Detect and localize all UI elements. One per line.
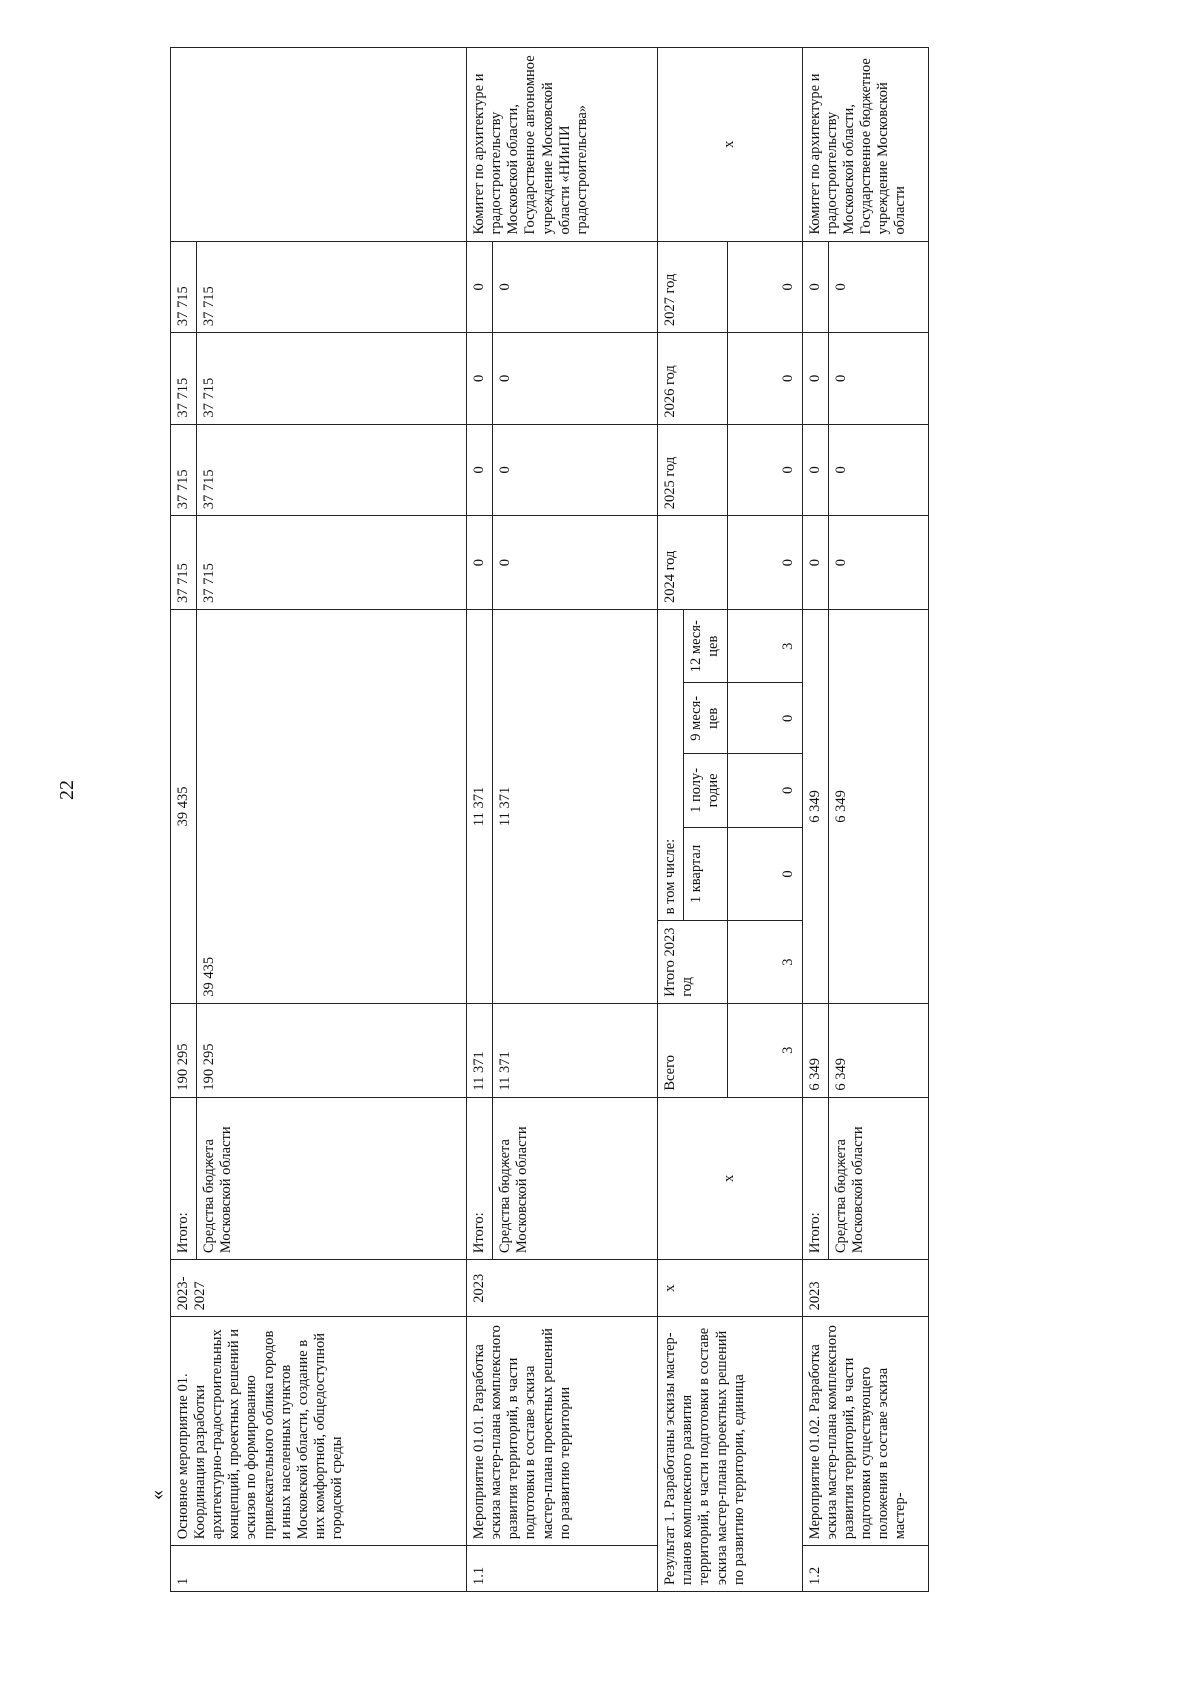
row-1-1-total	[467, 48, 493, 1592]
value-2024: 0	[802, 516, 828, 610]
funding-source-label: Средства бюджета Московской области	[828, 1097, 928, 1260]
source-2025: 0	[493, 424, 658, 516]
page-number: 22	[56, 780, 78, 800]
source-2024: 0	[828, 516, 928, 610]
value-2027: 0	[802, 241, 828, 333]
responsible-executor: Комитет по архитектуре и градостроительству Московской области, Государственное автономное учреждение Московской области «НИиПИ градостроительства»	[467, 48, 658, 242]
result-1-header	[658, 48, 684, 1592]
header-total: Всего	[658, 1003, 727, 1097]
source-value: 11 371	[493, 1003, 658, 1097]
funding-source-label: Средства бюджета Московской области	[197, 1097, 467, 1260]
header-2026: 2026 год	[658, 333, 727, 425]
result-title: Результат 1. Разработаны эскизы мастер-планов комплексного развития территорий, в части подготовки в составе эскиза мастер-плана проектных решений по развитию территории, единица	[658, 1317, 802, 1592]
source-value: 190 295	[197, 1003, 467, 1097]
value-2023: 6 349	[802, 610, 828, 1004]
value-q1: 0	[727, 827, 802, 921]
total-value: 190 295	[171, 1003, 197, 1097]
result-source: х	[658, 1097, 802, 1260]
source-2024: 0	[493, 516, 658, 610]
value-2024: 37 715	[171, 516, 197, 610]
value-total: 3	[727, 1003, 802, 1097]
value-2026: 0	[802, 333, 828, 425]
activity-title: Мероприятие 01.02. Разработка эскиза мастер-плана комплексного развития территорий, в части подготовки существующего положения в составе эскиза мастер-	[802, 1317, 928, 1546]
source-2027: 0	[493, 241, 658, 333]
value-2027: 37 715	[171, 241, 197, 333]
responsible-executor: Комитет по архитектуре и градостроительству Московской области, Государственное бюджетное учреждение Московской области	[802, 48, 928, 242]
source-2024: 37 715	[197, 516, 467, 610]
value-itogo: 3	[727, 921, 802, 1003]
header-2025: 2025 год	[658, 424, 727, 516]
program-activities-table	[170, 47, 1128, 1592]
header-itogo-2023: Итого 2023 год	[658, 921, 727, 1003]
source-2025: 37 715	[197, 424, 467, 516]
value-2025: 0	[727, 424, 802, 516]
activity-years: 2023	[802, 1260, 928, 1317]
source-2023: 39 435	[197, 610, 467, 1004]
opening-quote-mark: «	[146, 1490, 168, 1500]
funding-source-label: Средства бюджета Московской области	[493, 1097, 658, 1260]
activities-grid	[170, 47, 929, 1592]
header-m9: 9 меся-цев	[684, 683, 727, 754]
total-value: 6 349	[802, 1003, 828, 1097]
value-m12: 3	[727, 610, 802, 683]
row-1-2-total	[802, 48, 828, 1592]
value-2026: 0	[727, 333, 802, 425]
result-years: х	[658, 1260, 802, 1317]
row-number: 1.1	[467, 1546, 658, 1592]
responsible-empty	[171, 48, 467, 242]
activity-years: 2023-2027	[171, 1260, 467, 1317]
source-2026: 0	[493, 333, 658, 425]
value-2024: 0	[727, 516, 802, 610]
source-2027: 37 715	[197, 241, 467, 333]
value-2023: 11 371	[467, 610, 493, 1004]
activity-title: Мероприятие 01.01. Разработка эскиза мастер-плана комплексного развития территорий, в части подготовки в составе эскиза мастер-плана проектных решений по развитию территории	[467, 1317, 658, 1546]
source-2023: 6 349	[828, 610, 928, 1004]
source-2026: 0	[828, 333, 928, 425]
value-2025: 0	[802, 424, 828, 516]
row-number: 1.2	[802, 1546, 928, 1592]
header-m12: 12 меся-цев	[684, 610, 727, 683]
source-value: 6 349	[828, 1003, 928, 1097]
activity-title: Основное мероприятие 01. Координация разработки архитектурно-градостроительных концепций, проектных решений и эскизов по формированию привлекательного облика городов и иных населенных пунктов Московской области, создание в них комфортной, общедоступной городской среды	[171, 1317, 467, 1546]
row-number: 1	[171, 1546, 467, 1592]
total-value: 11 371	[467, 1003, 493, 1097]
source-2025: 0	[828, 424, 928, 516]
header-q1: 1 квартал	[684, 827, 727, 921]
source-2023: 11 371	[493, 610, 658, 1004]
value-2025: 0	[467, 424, 493, 516]
header-including: в том числе:	[658, 610, 684, 921]
header-2027: 2027 год	[658, 241, 727, 333]
value-2025: 37 715	[171, 424, 197, 516]
header-h1: 1 полу-годие	[684, 754, 727, 827]
total-label: Итого:	[467, 1097, 493, 1260]
value-m9: 0	[727, 683, 802, 754]
value-2024: 0	[467, 516, 493, 610]
value-2027: 0	[467, 241, 493, 333]
value-2026: 37 715	[171, 333, 197, 425]
header-2024: 2024 год	[658, 516, 727, 610]
row-1-total	[171, 48, 197, 1592]
value-2027: 0	[727, 241, 802, 333]
source-2026: 37 715	[197, 333, 467, 425]
result-responsible: х	[658, 48, 802, 242]
activity-years: 2023	[467, 1260, 658, 1317]
value-2023: 39 435	[171, 610, 197, 1004]
total-label: Итого:	[171, 1097, 197, 1260]
source-2027: 0	[828, 241, 928, 333]
value-2026: 0	[467, 333, 493, 425]
value-h1: 0	[727, 754, 802, 827]
total-label: Итого:	[802, 1097, 828, 1260]
